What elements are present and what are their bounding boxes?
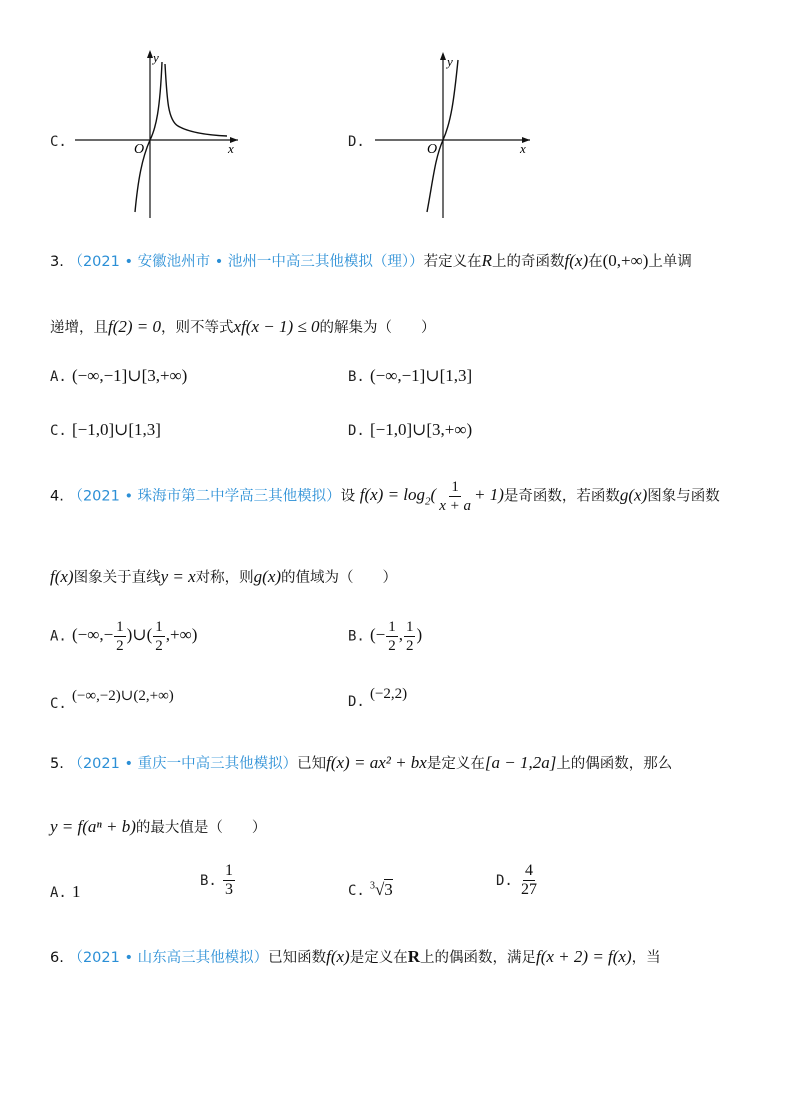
question-5-line-1: 5. （2021 • 重庆一中高三其他模拟）已知f(x) = ax² + bx是定义在[a − 1,2a]上的偶函数，那么 bbox=[50, 753, 673, 772]
question-4-option-a[interactable]: A. (−∞,− $\frac{1}{2}$ )∪( $\frac{1}{2}$ ,+∞) bbox=[50, 619, 198, 654]
question-3-option-b[interactable]: B. (−∞,−1]∪[1,3] bbox=[348, 366, 473, 385]
question-source: （2021 • 山东高三其他模拟） bbox=[68, 950, 269, 966]
question-5-option-a[interactable]: A. 1 bbox=[50, 882, 81, 901]
question-5-option-d[interactable]: D. $\frac{4}{27}$ bbox=[496, 862, 537, 898]
question-number: 6. bbox=[50, 950, 64, 966]
question-number: 5. bbox=[50, 756, 64, 772]
question-4-option-b[interactable]: B. (− $\frac{1}{2}$ , $\frac{1}{2}$ ) bbox=[348, 619, 423, 654]
question-4-option-d[interactable]: D. (−2,2) bbox=[348, 686, 408, 710]
graph-d bbox=[370, 40, 550, 220]
cube-root: $^3$√3 bbox=[369, 880, 393, 899]
question-4-option-c[interactable]: C. (−∞,−2)∪(2,+∞) bbox=[50, 688, 174, 712]
graph-d-label: D. bbox=[348, 134, 365, 150]
question-3-line-2: 递增，且f(2) = 0，则不等式xf(x − 1) ≤ 0的解集为（ ） bbox=[50, 317, 436, 336]
question-number: 4. bbox=[50, 488, 64, 505]
graph-d-origin: O bbox=[427, 142, 438, 157]
graph-c-label: C. bbox=[50, 134, 67, 150]
question-source: （2021 • 安徽池州市 • 池州一中高三其他模拟（理）） bbox=[68, 254, 424, 270]
graph-c-x-label: x bbox=[228, 141, 234, 156]
question-3-line-1: 3. （2021 • 安徽池州市 • 池州一中高三其他模拟（理））若定义在R上的奇函数f(x)在(0,+∞)上单调 bbox=[50, 251, 692, 270]
question-5-option-b[interactable]: B. $\frac{1}{3}$ bbox=[200, 862, 233, 898]
graph-c-origin: O bbox=[134, 142, 145, 157]
question-3-option-a[interactable]: A. (−∞,−1]∪[3,+∞) bbox=[50, 366, 188, 385]
question-6-line-1: 6. （2021 • 山东高三其他模拟）已知函数f(x)是定义在R上的偶函数，满足f(x + 2) = f(x)，当 bbox=[50, 947, 661, 966]
question-3-option-c[interactable]: C. [−1,0]∪[1,3] bbox=[50, 420, 161, 439]
graph-d-y-label: y bbox=[447, 54, 453, 69]
question-4-line-2: f(x)图象关于直线y = x对称，则g(x)的值域为（ ） bbox=[50, 567, 398, 586]
question-number: 3. bbox=[50, 254, 64, 270]
question-source: （2021 • 珠海市第二中学高三其他模拟） bbox=[68, 488, 341, 505]
question-3-option-d[interactable]: D. [−1,0]∪[3,+∞) bbox=[348, 420, 473, 439]
graph-c-y-label: y bbox=[153, 50, 159, 65]
question-5-option-c[interactable]: C. $^3$√3 bbox=[348, 880, 393, 899]
question-source: （2021 • 重庆一中高三其他模拟） bbox=[68, 756, 298, 772]
graph-d-x-label: x bbox=[520, 141, 526, 156]
question-4-line-1: 4. （2021 • 珠海市第二中学高三其他模拟）设 $f(x) = \log_2$( $\frac{1}{x + a}$ + 1)是奇函数，若函数g(x)图象与函数 bbox=[50, 479, 720, 514]
function-definition: $f(x) = \log_2$( $\frac{1}{x + a}$ + 1) bbox=[359, 479, 504, 514]
graph-c bbox=[70, 40, 250, 220]
question-5-line-2: y = f(aⁿ + b)的最大值是（ ） bbox=[50, 817, 267, 836]
